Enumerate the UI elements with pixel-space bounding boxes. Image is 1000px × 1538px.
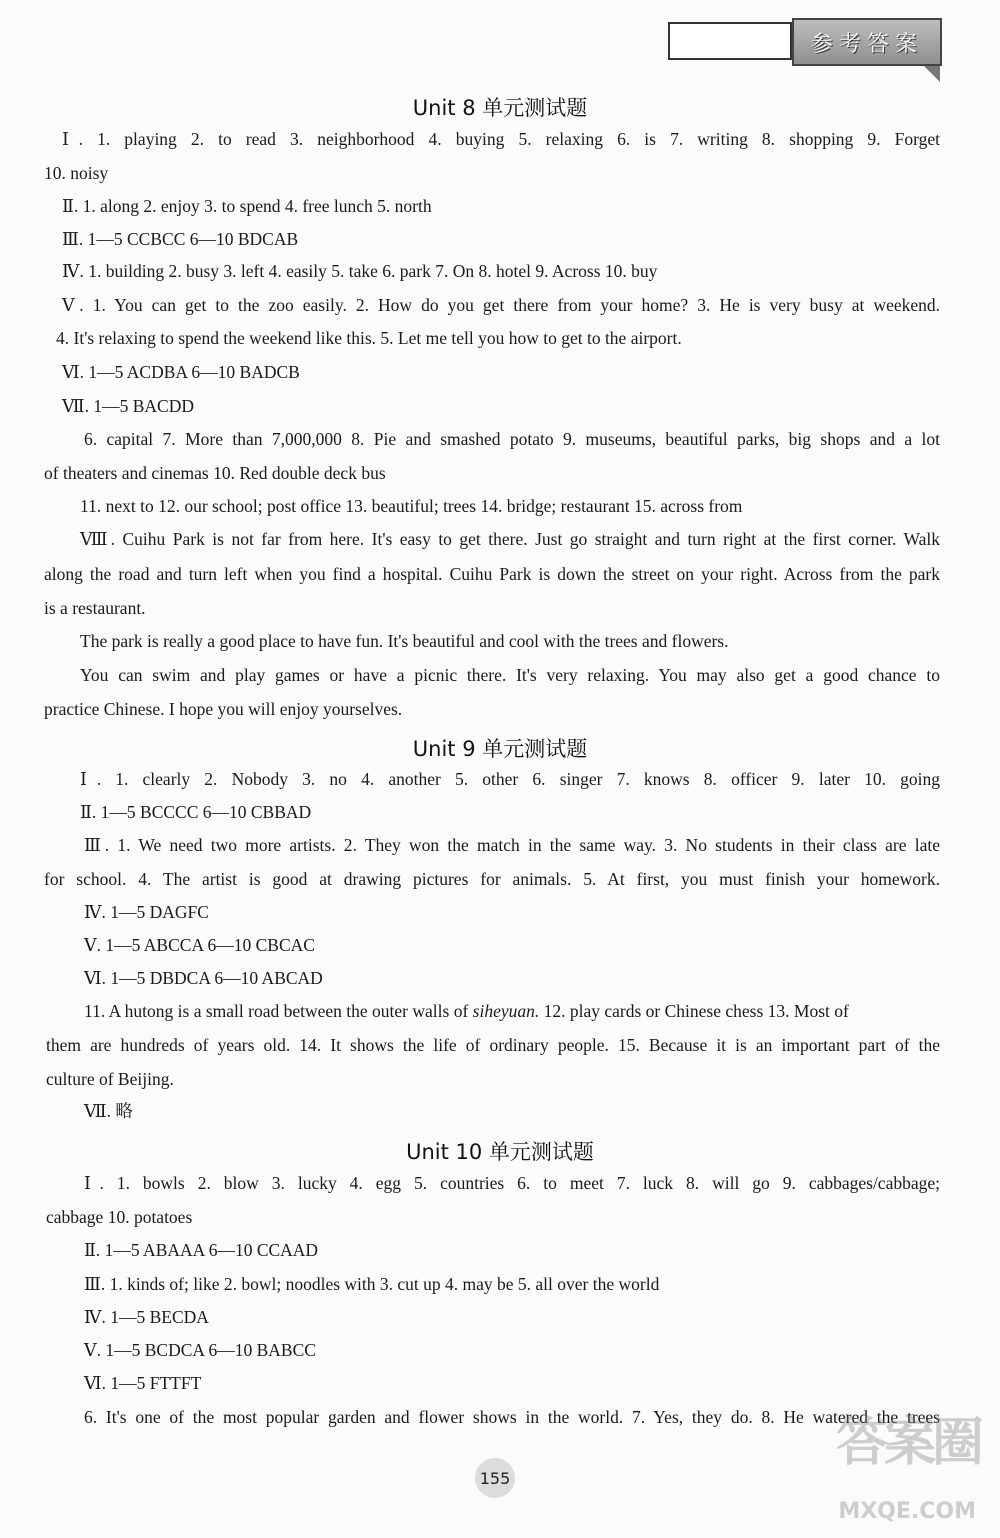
page-header [0, 0, 1000, 90]
unit-10-title: Unit 10 单元测试题 [406, 1140, 594, 1164]
unit-9-title: Unit 9 单元测试题 [412, 737, 588, 761]
italic-term: siheyuan. [472, 1001, 540, 1021]
answer-line: Ⅲ. 1. kinds of; like 2. bowl; noodles with 3. cut up 4. may be 5. all over the world [84, 1274, 660, 1294]
answer-line: Ⅶ. 1—5 BACDD [62, 396, 194, 416]
answer-line: You can swim and play games or have a picnic there. It's very relaxing. You may also get a good chance to [80, 665, 940, 685]
answer-key-tab: 参考答案 [792, 18, 942, 66]
answer-line: culture of Beijing. [46, 1069, 174, 1089]
page-number: 155 [475, 1458, 515, 1498]
answer-line: Ⅱ. 1—5 BCCCC 6—10 CBBAD [80, 802, 312, 822]
answer-line: Ⅰ. 1. playing 2. to read 3. neighborhood 4. buying 5. relaxing 6. is 7. writing 8. shopping 9. Forget [62, 129, 940, 149]
answer-line: Ⅳ. 1—5 BECDA [84, 1307, 209, 1327]
answer-line: 6. capital 7. More than 7,000,000 8. Pie and smashed potato 9. museums, beautiful parks, big shops and a lot [84, 429, 940, 449]
answer-line: Ⅴ. 1—5 ABCCA 6—10 CBCAC [84, 935, 315, 955]
answer-line: 11. next to 12. our school; post office 13. beautiful; trees 14. bridge; restaurant 15. across from [80, 496, 743, 516]
answer-line: 10. noisy [44, 163, 109, 183]
answer-line: Ⅵ. 1—5 ACDBA 6—10 BADCB [62, 362, 300, 382]
answer-line: Ⅲ. 1—5 CCBCC 6—10 BDCAB [62, 229, 299, 249]
answer-line: The park is really a good place to have fun. It's beautiful and cool with the trees and flowers. [80, 631, 729, 651]
answer-line: 4. It's relaxing to spend the weekend like this. 5. Let me tell you how to get to the airport. [56, 328, 682, 348]
answer-line: of theaters and cinemas 10. Red double deck bus [44, 463, 386, 483]
answer-line: them are hundreds of years old. 14. It shows the life of ordinary people. 15. Because it is an important part of the [46, 1035, 940, 1055]
answer-line: practice Chinese. I hope you will enjoy yourselves. [44, 699, 403, 719]
answer-text: 12. play cards or Chinese chess 13. Most of [539, 1001, 849, 1021]
answer-line: Ⅵ. 1—5 DBDCA 6—10 ABCAD [84, 968, 323, 988]
answer-line: Ⅰ. 1. clearly 2. Nobody 3. no 4. another 5. other 6. singer 7. knows 8. officer 9. later 10. going [80, 769, 940, 789]
answer-line: Ⅰ. 1. bowls 2. blow 3. lucky 4. egg 5. countries 6. to meet 7. luck 8. will go 9. cabbages/cabbage; [84, 1173, 940, 1193]
answer-line: Ⅳ. 1. building 2. busy 3. left 4. easily 5. take 6. park 7. On 8. hotel 9. Across 10. buy [62, 261, 658, 281]
answer-line: Ⅳ. 1—5 DAGFC [84, 902, 209, 922]
answer-line: Ⅱ. 1—5 ABAAA 6—10 CCAAD [84, 1240, 319, 1260]
answer-line: Ⅲ. 1. We need two more artists. 2. They won the match in the same way. 3. No students in their class are late [84, 835, 940, 855]
unit-8-title: Unit 8 单元测试题 [412, 96, 588, 120]
answer-line: 6. It's one of the most popular garden and flower shows in the world. 7. Yes, they do. 8. He watered the trees [84, 1407, 940, 1427]
answer-line: Ⅴ. 1—5 BCDCA 6—10 BABCC [84, 1340, 316, 1360]
answer-line: Ⅶ. 略 [84, 1101, 133, 1121]
answer-line: Ⅵ. 1—5 FTTFT [84, 1373, 202, 1393]
header-blank-box [668, 22, 792, 60]
answer-line: is a restaurant. [44, 598, 146, 618]
answer-line: cabbage 10. potatoes [46, 1207, 193, 1227]
answer-line [84, 1000, 940, 1022]
tab-fold-corner [924, 66, 940, 82]
watermark-url: MXQE.COM [838, 1499, 976, 1524]
answer-line: Ⅱ. 1. along 2. enjoy 3. to spend 4. free lunch 5. north [62, 196, 432, 216]
answer-text: 11. A hutong is a small road between the outer walls of [84, 1001, 473, 1021]
answer-line: along the road and turn left when you find a hospital. Cuihu Park is down the street on your right. Across from the park [44, 564, 940, 584]
watermark-logo: 答案圈 [835, 1413, 980, 1473]
watermark [826, 1400, 986, 1530]
answer-line: Ⅷ. Cuihu Park is not far from here. It's easy to get there. Just go straight and turn right at the first corner. Walk [80, 529, 940, 549]
answer-line: for school. 4. The artist is good at drawing pictures for animals. 5. At first, you must finish your homework. [44, 869, 940, 889]
answer-line: Ⅴ. 1. You can get to the zoo easily. 2. How do you get there from your home? 3. He is very busy at weekend. [62, 295, 940, 315]
